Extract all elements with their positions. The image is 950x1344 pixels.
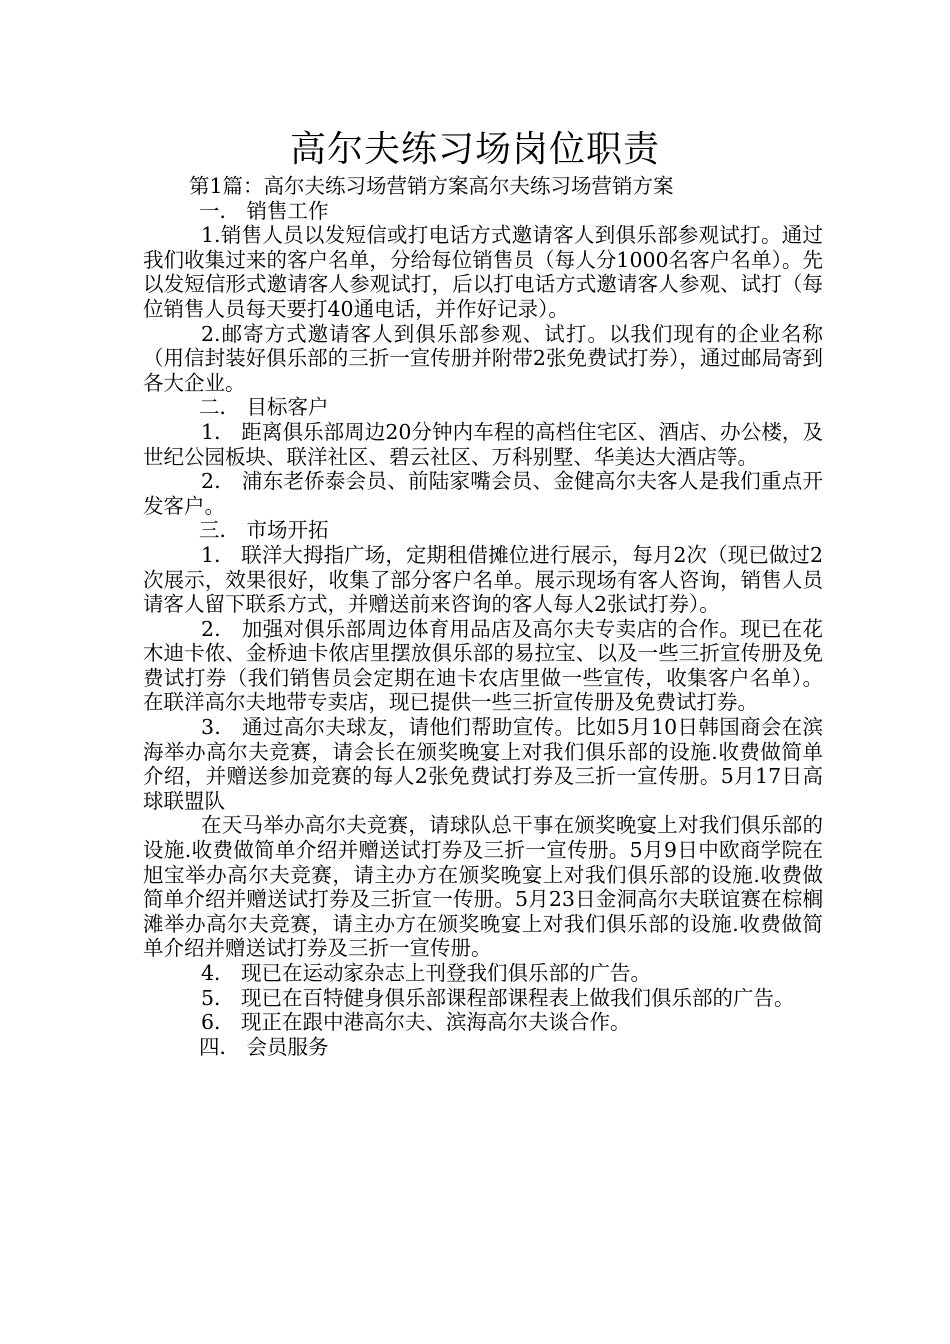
paragraph: 2． 加强对俱乐部周边体育用品店及高尔夫专卖店的合作。现已在花木迪卡侬、金桥迪卡侬店里摆放俱乐部的易拉宝、以及一些三折宣传册及免费试打券（我们销售员会定期在迪卡农店里做一些宣传，收集客户名单）。在联洋高尔夫地带专卖店，现已提供一些三折宣传册及免费试打券。 [143, 616, 823, 715]
document-content [143, 199, 823, 1060]
paragraph: 1． 联洋大拇指广场，定期租借摊位进行展示，每月2次（现已做过2次展示，效果很好，收集了部分客户名单。展示现场有客人咨询，销售人员请客人留下联系方式，并赠送前来咨询的客人每人2张试打券）。 [143, 542, 823, 617]
paragraph: 1． 距离俱乐部周边20分钟内车程的高档住宅区、酒店、办公楼，及世纪公园板块、联洋社区、碧云社区、万科别墅、华美达大酒店等。 [143, 419, 823, 469]
section-heading: 一． 销售工作 [199, 198, 329, 223]
paragraph: 2.邮寄方式邀请客人到俱乐部参观、试打。以我们现有的企业名称（用信封装好俱乐部的三折一宣传册并附带2张免费试打券），通过邮局寄到各大企业。 [143, 321, 823, 395]
document-title: 高尔夫练习场岗位职责 [289, 129, 660, 170]
section-heading: 三． 市场开拓 [199, 518, 329, 543]
document-body [143, 174, 823, 1059]
paragraph: 1.销售人员以发短信或打电话方式邀请客人到俱乐部参观试打。通过我们收集过来的客户名单，分给每位销售员（每人分1000名客户名单）。先以发短信形式邀请客人参观试打，后以打电话方式邀请客人参观、试打（每位销售人员每天要打40通电话，并作好记录）。 [143, 223, 823, 321]
paragraph: 5． 现已在百特健身俱乐部课程部课程表上做我们俱乐部的广告。 [201, 985, 795, 1010]
section-heading: 二． 目标客户 [199, 395, 329, 420]
section-heading: 四． 会员服务 [199, 1034, 329, 1059]
paragraph: 在天马举办高尔夫竞赛，请球队总干事在颁奖晚宴上对我们俱乐部的设施.收费做简单介绍并赠送试打券及三折一宣传册。5月9日中欧商学院在旭宝举办高尔夫竞赛，请主办方在颁奖晚宴上对我们俱乐部的设施.收费做简单介绍并赠送试打券及三折宣一传册。5月23日金洞高尔夫联谊赛在棕榈滩举办高尔夫竞赛，请主办方在颁奖晚宴上对我们俱乐部的设施.收费做简单介绍并赠送试打券及三折一宣传册。 [143, 813, 823, 961]
paragraph: 3． 通过高尔夫球友，请他们帮助宣传。比如5月10日韩国商会在滨海举办高尔夫竞赛，请会长在颁奖晚宴上对我们俱乐部的设施.收费做简单介绍，并赠送参加竞赛的每人2张免费试打券及三折一宣传册。5月17日高球联盟队 [143, 715, 823, 813]
paragraph: 2． 浦东老侨泰会员、前陆家嘴会员、金健高尔夫客人是我们重点开发客户。 [143, 469, 823, 518]
paragraph: 4． 现已在运动家杂志上刊登我们俱乐部的广告。 [201, 961, 652, 985]
document-subtitle: 第1篇：高尔夫练习场营销方案高尔夫练习场营销方案 [189, 174, 674, 198]
paragraph: 6． 现正在跟中港高尔夫、滨海高尔夫谈合作。 [201, 1010, 631, 1035]
